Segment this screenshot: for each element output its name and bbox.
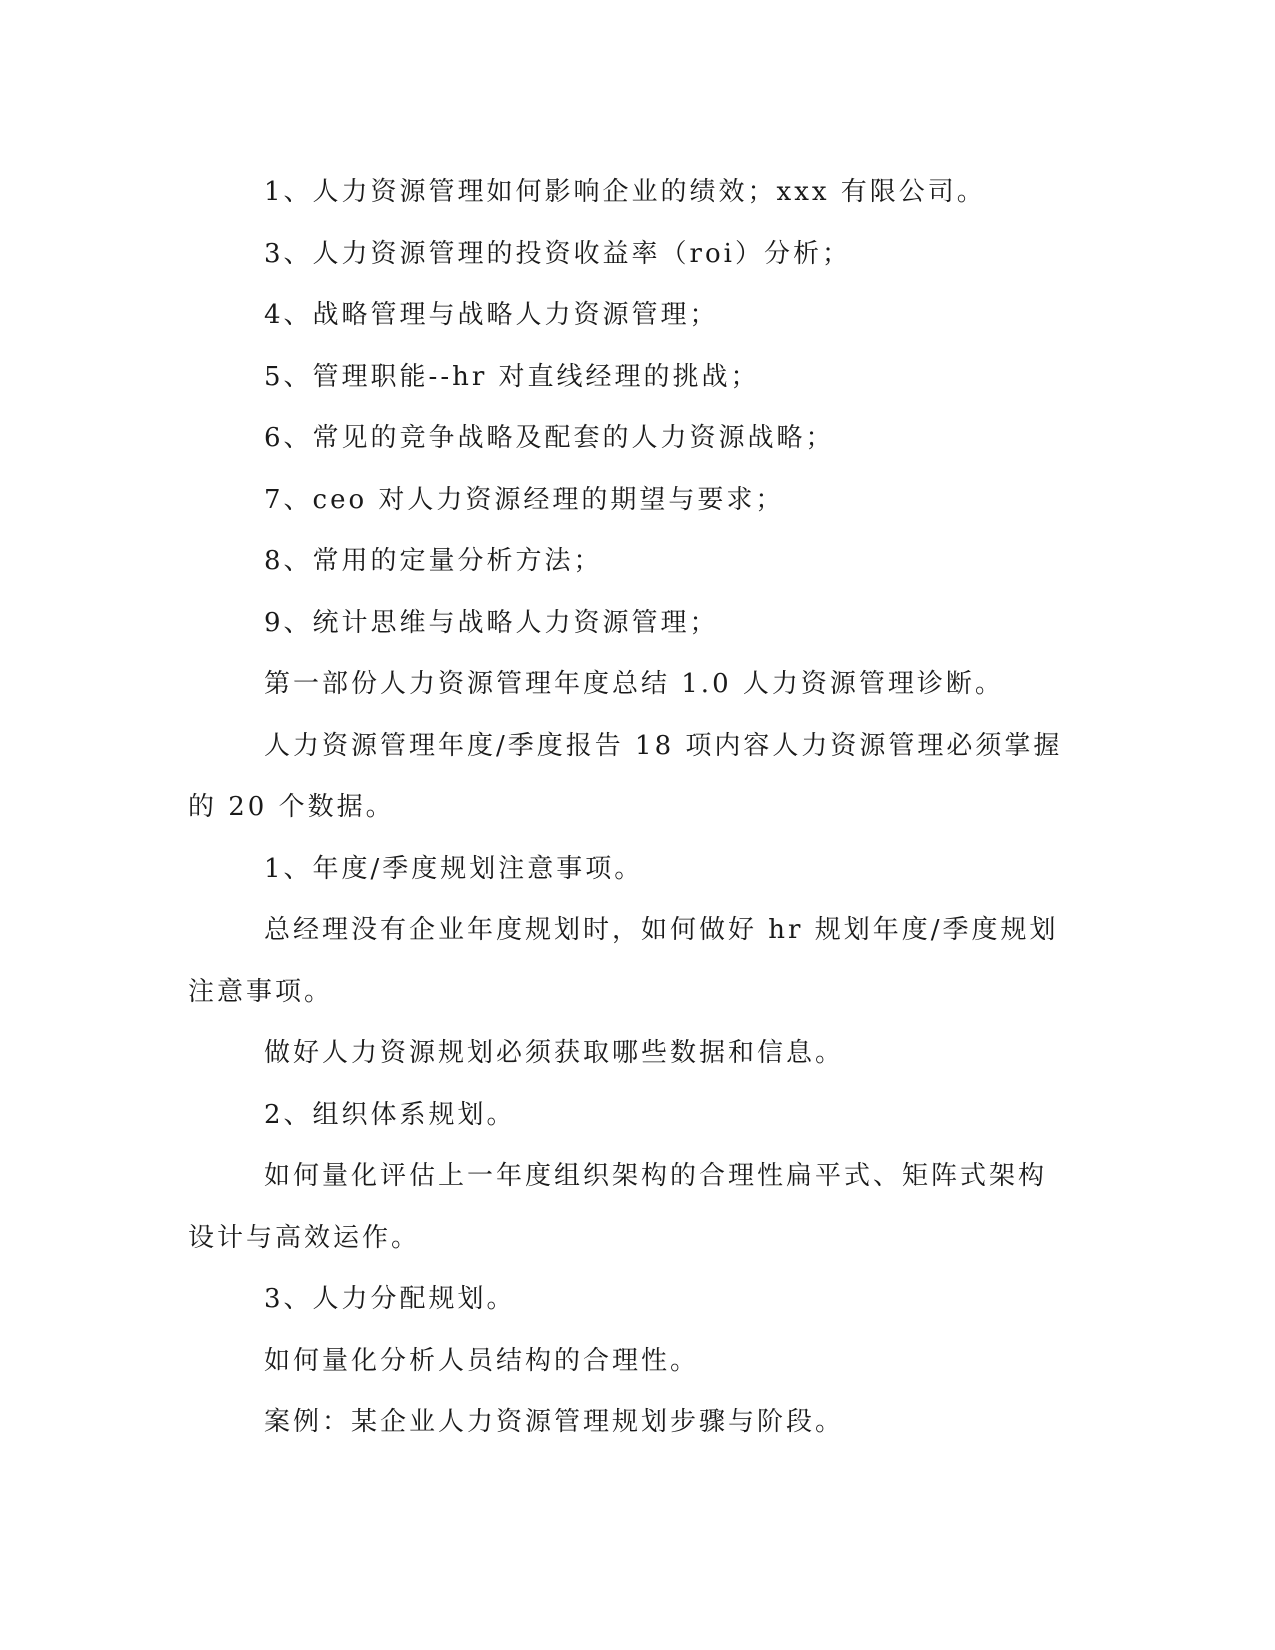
paragraph: 如何量化评估上一年度组织架构的合理性扁平式、矩阵式架构设计与高效运作。 (188, 1161, 1048, 1253)
paragraph: 人力资源管理年度/季度报告 18 项内容人力资源管理必须掌握的 20 个数据。 (188, 730, 1063, 822)
paragraph: 案例：某企业人力资源管理规划步骤与阶段。 (264, 1407, 845, 1437)
paragraph: 第一部份人力资源管理年度总结 1.0 人力资源管理诊断。 (264, 669, 1004, 699)
paragraph: 如何量化分析人员结构的合理性。 (264, 1345, 700, 1376)
paragraph: 3、人力分配规划。 (264, 1284, 516, 1314)
paragraph: 2、组织体系规划。 (264, 1099, 516, 1130)
paragraph: 3、人力资源管理的投资收益率（roi）分析； (264, 238, 851, 269)
paragraph: 6、常见的竞争战略及配套的人力资源战略； (264, 423, 835, 453)
paragraph: 7、ceo 对人力资源经理的期望与要求； (264, 484, 785, 515)
paragraph: 8、常用的定量分析方法； (264, 546, 603, 576)
paragraph: 5、管理职能--hr 对直线经理的挑战； (264, 361, 760, 392)
paragraph: 做好人力资源规划必须获取哪些数据和信息。 (264, 1038, 845, 1068)
paragraph: 总经理没有企业年度规划时，如何做好 hr 规划年度/季度规划注意事项。 (188, 915, 1059, 1007)
paragraph: 9、统计思维与战略人力资源管理； (264, 607, 719, 638)
paragraph: 1、年度/季度规划注意事项。 (264, 853, 644, 884)
paragraph: 4、战略管理与战略人力资源管理； (264, 300, 719, 330)
document-body (188, 162, 1068, 1454)
paragraph: 1、人力资源管理如何影响企业的绩效；xxx 有限公司。 (264, 177, 986, 207)
